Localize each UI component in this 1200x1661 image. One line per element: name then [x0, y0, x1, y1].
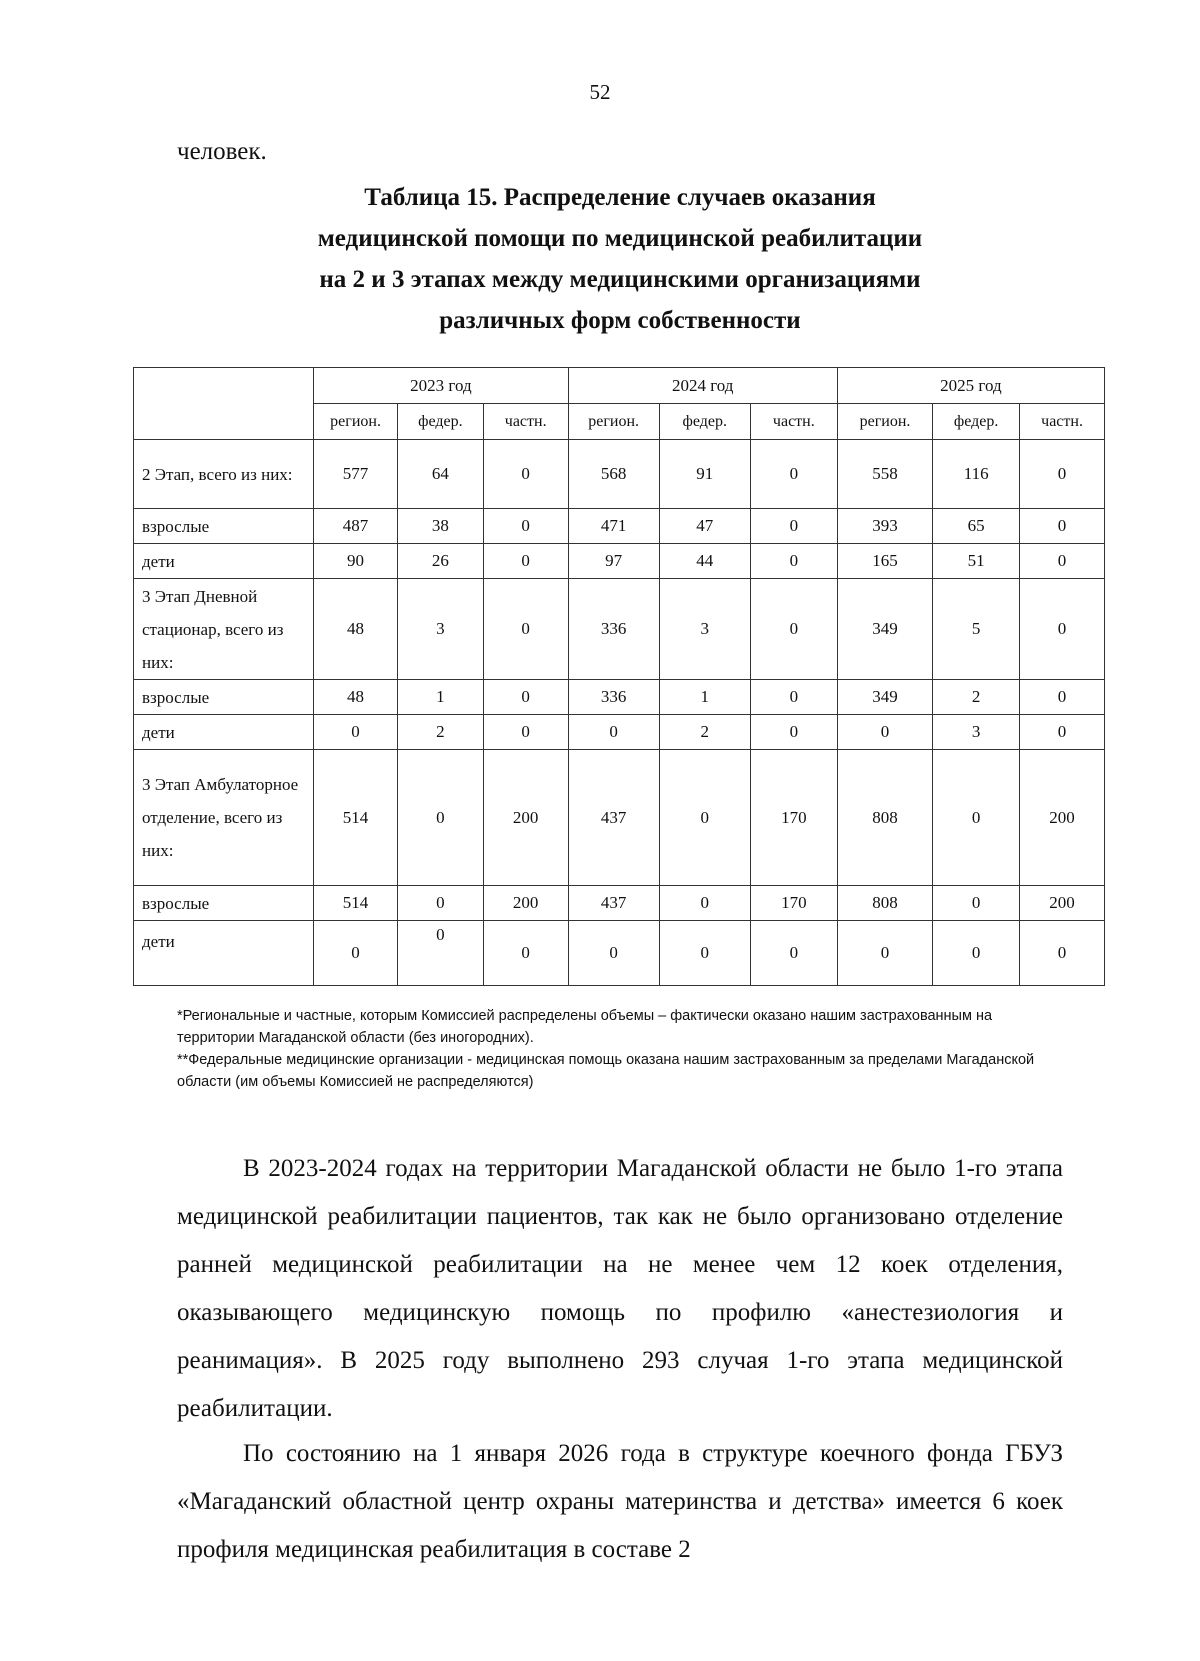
- subcol-header: частн.: [750, 404, 837, 440]
- cell: 336: [568, 680, 659, 715]
- cell: 0: [750, 921, 837, 986]
- cell: 558: [837, 440, 932, 509]
- cell: 0: [397, 921, 483, 986]
- cell: 0: [483, 579, 568, 680]
- cell: 0: [659, 750, 750, 886]
- cell: 200: [483, 750, 568, 886]
- cell: 0: [750, 680, 837, 715]
- cell: 0: [750, 440, 837, 509]
- row-label: дети: [134, 544, 314, 579]
- row-label: дети: [134, 921, 314, 986]
- cell: 0: [314, 715, 398, 750]
- table-row: [134, 715, 1105, 750]
- cell: 0: [933, 921, 1020, 986]
- table-row: [134, 509, 1105, 544]
- cell: 116: [933, 440, 1020, 509]
- cell: 200: [483, 886, 568, 921]
- cell: 91: [659, 440, 750, 509]
- subcol-header: регион.: [568, 404, 659, 440]
- cell: 90: [314, 544, 398, 579]
- cell: 0: [483, 921, 568, 986]
- year-header: 2025 год: [837, 368, 1104, 404]
- cell: 1: [659, 680, 750, 715]
- cell: 487: [314, 509, 398, 544]
- cell: 0: [750, 544, 837, 579]
- cell: 97: [568, 544, 659, 579]
- subcol-header: федер.: [933, 404, 1020, 440]
- cell: 0: [1020, 579, 1105, 680]
- year-header: 2024 год: [568, 368, 837, 404]
- cell: 568: [568, 440, 659, 509]
- table-title: [200, 177, 1040, 341]
- table-row: [134, 886, 1105, 921]
- table-row: [134, 680, 1105, 715]
- row-label: дети: [134, 715, 314, 750]
- cell: 165: [837, 544, 932, 579]
- cell: 44: [659, 544, 750, 579]
- subcol-header: федер.: [659, 404, 750, 440]
- cell: 0: [397, 750, 483, 886]
- cell: 808: [837, 886, 932, 921]
- cell: 200: [1020, 886, 1105, 921]
- cell: 0: [483, 544, 568, 579]
- table-row: [134, 440, 1105, 509]
- cell: 2: [659, 715, 750, 750]
- paragraph: [177, 1145, 1063, 1433]
- cell: 0: [1020, 509, 1105, 544]
- subcol-header: федер.: [397, 404, 483, 440]
- cell: 349: [837, 579, 932, 680]
- cell: 3: [659, 579, 750, 680]
- year-header-row: [134, 368, 1105, 404]
- cell: 437: [568, 886, 659, 921]
- cell: 808: [837, 750, 932, 886]
- cell: 0: [1020, 680, 1105, 715]
- cell: 0: [483, 680, 568, 715]
- page-number: 52: [589, 80, 611, 104]
- cell: 51: [933, 544, 1020, 579]
- cell: 2: [933, 680, 1020, 715]
- cell: 170: [750, 750, 837, 886]
- table-row: [134, 750, 1105, 886]
- cell: 0: [483, 715, 568, 750]
- subcol-header: регион.: [837, 404, 932, 440]
- table-footnotes: [177, 1005, 1057, 1093]
- row-label: 3 Этап Амбулаторное отделение, всего из них:: [134, 750, 314, 886]
- cell: 2: [397, 715, 483, 750]
- cell: 200: [1020, 750, 1105, 886]
- cell: 336: [568, 579, 659, 680]
- title-line: Таблица 15. Распределение случаев оказания: [364, 184, 876, 211]
- row-label: взрослые: [134, 680, 314, 715]
- cell: 471: [568, 509, 659, 544]
- cell: 47: [659, 509, 750, 544]
- cell: 0: [837, 921, 932, 986]
- row-label: взрослые: [134, 886, 314, 921]
- cell: 0: [1020, 921, 1105, 986]
- cell: 0: [1020, 440, 1105, 509]
- cell: 0: [750, 715, 837, 750]
- cell: 170: [750, 886, 837, 921]
- cell: 0: [1020, 544, 1105, 579]
- cell: 0: [659, 921, 750, 986]
- cell: 514: [314, 750, 398, 886]
- title-line: на 2 и 3 этапах между медицинскими организациями: [319, 266, 921, 293]
- paragraph: [177, 1430, 1063, 1574]
- cell: 48: [314, 680, 398, 715]
- cell: 0: [568, 715, 659, 750]
- footnote: **Федеральные медицинские организации - медицинская помощь оказана нашим застрахованным за пределами Магаданской области (им объемы Комиссией не распределяются): [177, 1052, 1035, 1090]
- cell: 0: [397, 886, 483, 921]
- cell: 65: [933, 509, 1020, 544]
- cell: 393: [837, 509, 932, 544]
- cell: 64: [397, 440, 483, 509]
- lead-word: человек.: [177, 138, 267, 165]
- cell: 0: [483, 509, 568, 544]
- cell: 5: [933, 579, 1020, 680]
- row-label: 3 Этап Дневной стационар, всего из них:: [134, 579, 314, 680]
- table-row: [134, 579, 1105, 680]
- cell: 437: [568, 750, 659, 886]
- table-row: [134, 544, 1105, 579]
- footnote: *Региональные и частные, которым Комиссией распределены объемы – фактически оказано нашим застрахованным на территории Магаданской области (без иногородних).: [177, 1008, 993, 1046]
- subcol-header: частн.: [1020, 404, 1105, 440]
- table-row: [134, 921, 1105, 986]
- cell: 349: [837, 680, 932, 715]
- cell: 577: [314, 440, 398, 509]
- cell: 0: [483, 440, 568, 509]
- cell: 0: [750, 509, 837, 544]
- cell: 48: [314, 579, 398, 680]
- cell: 3: [933, 715, 1020, 750]
- row-label: взрослые: [134, 509, 314, 544]
- paragraph-text: По состоянию на 1 января 2026 года в структуре коечного фонда ГБУЗ «Магаданский областной центр охраны материнства и детства» имеется 6 коек профиля медицинская реабилитация в составе 2: [177, 1440, 1063, 1563]
- paragraph-text: В 2023-2024 годах на территории Магаданской области не было 1-го этапа медицинской реабилитации пациентов, так как не было организовано отделение ранней медицинской реабилитации на не менее чем 12 коек отделения, оказывающего медицинскую помощь по профилю «анестезиология и реанимация». В 2025 году выполнено 293 случая 1-го этапа медицинской реабилитации.: [177, 1155, 1063, 1422]
- cell: 0: [750, 579, 837, 680]
- cell: 0: [933, 750, 1020, 886]
- title-line: различных форм собственности: [439, 307, 801, 334]
- cell: 26: [397, 544, 483, 579]
- cell: 0: [659, 886, 750, 921]
- cell: 0: [933, 886, 1020, 921]
- cell: 0: [568, 921, 659, 986]
- row-label: 2 Этап, всего из них:: [134, 440, 314, 509]
- corner-cell: [134, 368, 314, 440]
- subcol-header: частн.: [483, 404, 568, 440]
- cell: 3: [397, 579, 483, 680]
- cell: 0: [1020, 715, 1105, 750]
- cell: 0: [837, 715, 932, 750]
- year-header: 2023 год: [314, 368, 568, 404]
- subcol-header: регион.: [314, 404, 398, 440]
- cell: 1: [397, 680, 483, 715]
- title-line: медицинской помощи по медицинской реабилитации: [317, 225, 923, 252]
- cell: 38: [397, 509, 483, 544]
- cell: 514: [314, 886, 398, 921]
- distribution-table: [133, 367, 1105, 986]
- cell: 0: [314, 921, 398, 986]
